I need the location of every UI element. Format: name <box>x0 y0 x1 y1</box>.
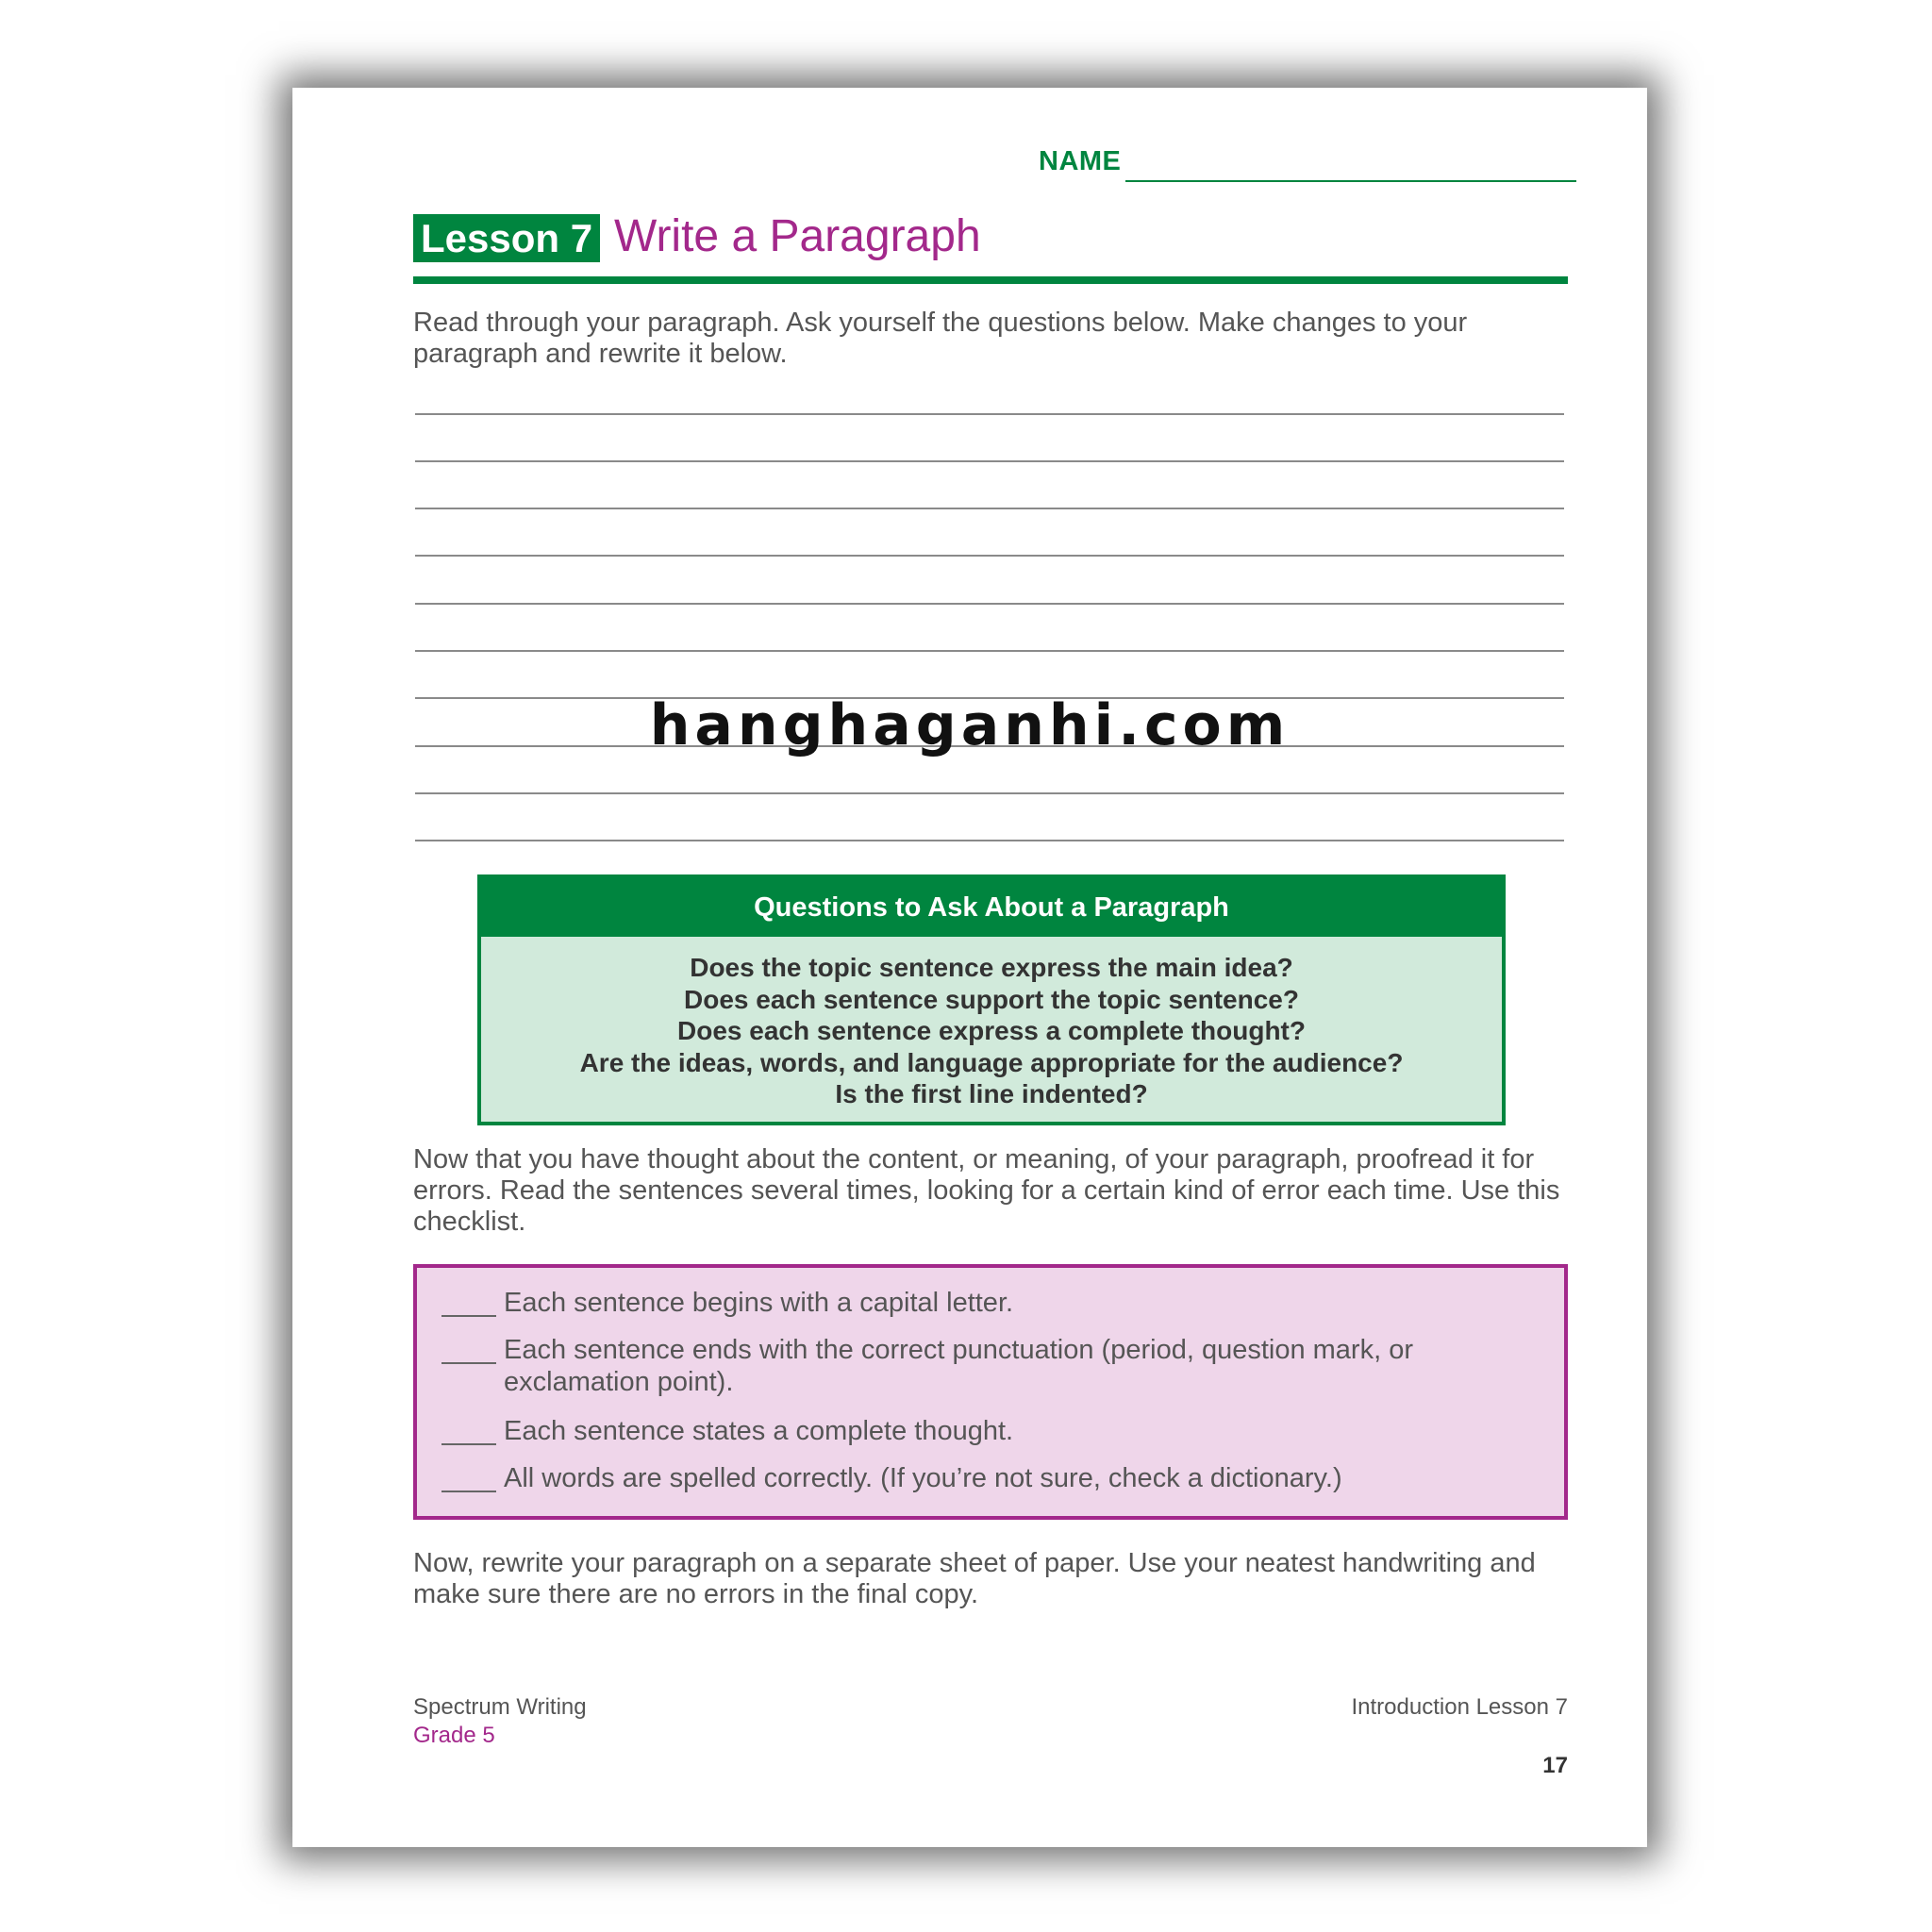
checklist-blank[interactable] <box>441 1443 496 1445</box>
name-label: NAME <box>1039 146 1122 176</box>
question-item: Does each sentence express a complete thought? <box>677 1016 1306 1045</box>
questions-list <box>481 952 1502 1110</box>
checklist-blank[interactable] <box>441 1315 496 1317</box>
question-item: Does the topic sentence express the main idea? <box>690 953 1293 982</box>
writing-line <box>415 650 1564 652</box>
checklist-item-text: Each sentence begins with a capital letter. <box>504 1288 1014 1318</box>
checklist-item <box>441 1287 1545 1319</box>
page-number: 17 <box>1542 1753 1568 1778</box>
checklist-blank[interactable] <box>441 1491 496 1492</box>
writing-line <box>415 555 1564 557</box>
questions-box-title: Questions to Ask About a Paragraph <box>481 878 1502 937</box>
watermark: hanghaganhi.com <box>649 692 1291 758</box>
intro-text: Read through your paragraph. Ask yourself the questions below. Make changes to your paragraph and rewrite it below. <box>413 308 1468 369</box>
checklist-box <box>413 1264 1568 1520</box>
checklist-item-text: Each sentence ends with the correct punctuation (period, question mark, or exclamation point). <box>504 1335 1413 1397</box>
writing-line <box>415 840 1564 841</box>
name-field-row <box>1039 146 1579 184</box>
writing-line <box>415 413 1564 415</box>
lesson-badge: Lesson 7 <box>413 214 600 262</box>
question-item: Are the ideas, words, and language appropriate for the audience? <box>579 1047 1404 1077</box>
final-text: Now, rewrite your paragraph on a separate sheet of paper. Use your neatest handwriting and make sure there are no errors in the final copy. <box>413 1548 1536 1609</box>
checklist-item <box>441 1462 1545 1494</box>
title-rule <box>413 276 1568 284</box>
checklist-item-text: All words are spelled correctly. (If you’re not sure, check a dictionary.) <box>504 1463 1342 1493</box>
footer-grade: Grade 5 <box>413 1723 495 1748</box>
questions-box <box>477 874 1506 1125</box>
writing-line <box>415 508 1564 509</box>
lesson-title: Write a Paragraph <box>614 211 981 261</box>
footer-section: Introduction Lesson 7 <box>1351 1694 1568 1720</box>
question-item: Is the first line indented? <box>835 1079 1148 1108</box>
checklist-item <box>441 1334 1545 1398</box>
workbook-page <box>292 88 1647 1847</box>
writing-line <box>415 460 1564 462</box>
checklist-blank[interactable] <box>441 1362 496 1364</box>
name-blank-line <box>1125 180 1576 182</box>
checklist-item-text: Each sentence states a complete thought. <box>504 1416 1014 1446</box>
writing-line <box>415 792 1564 794</box>
writing-line <box>415 603 1564 605</box>
question-item: Does each sentence support the topic sentence? <box>684 984 1299 1014</box>
footer-book-title: Spectrum Writing <box>413 1694 587 1720</box>
checklist-item <box>441 1415 1545 1447</box>
proofread-text: Now that you have thought about the content, or meaning, of your paragraph, proofread it for errors. Read the sentences several times, looking for a certain kind of error each time. Use this checklist. <box>413 1144 1560 1237</box>
